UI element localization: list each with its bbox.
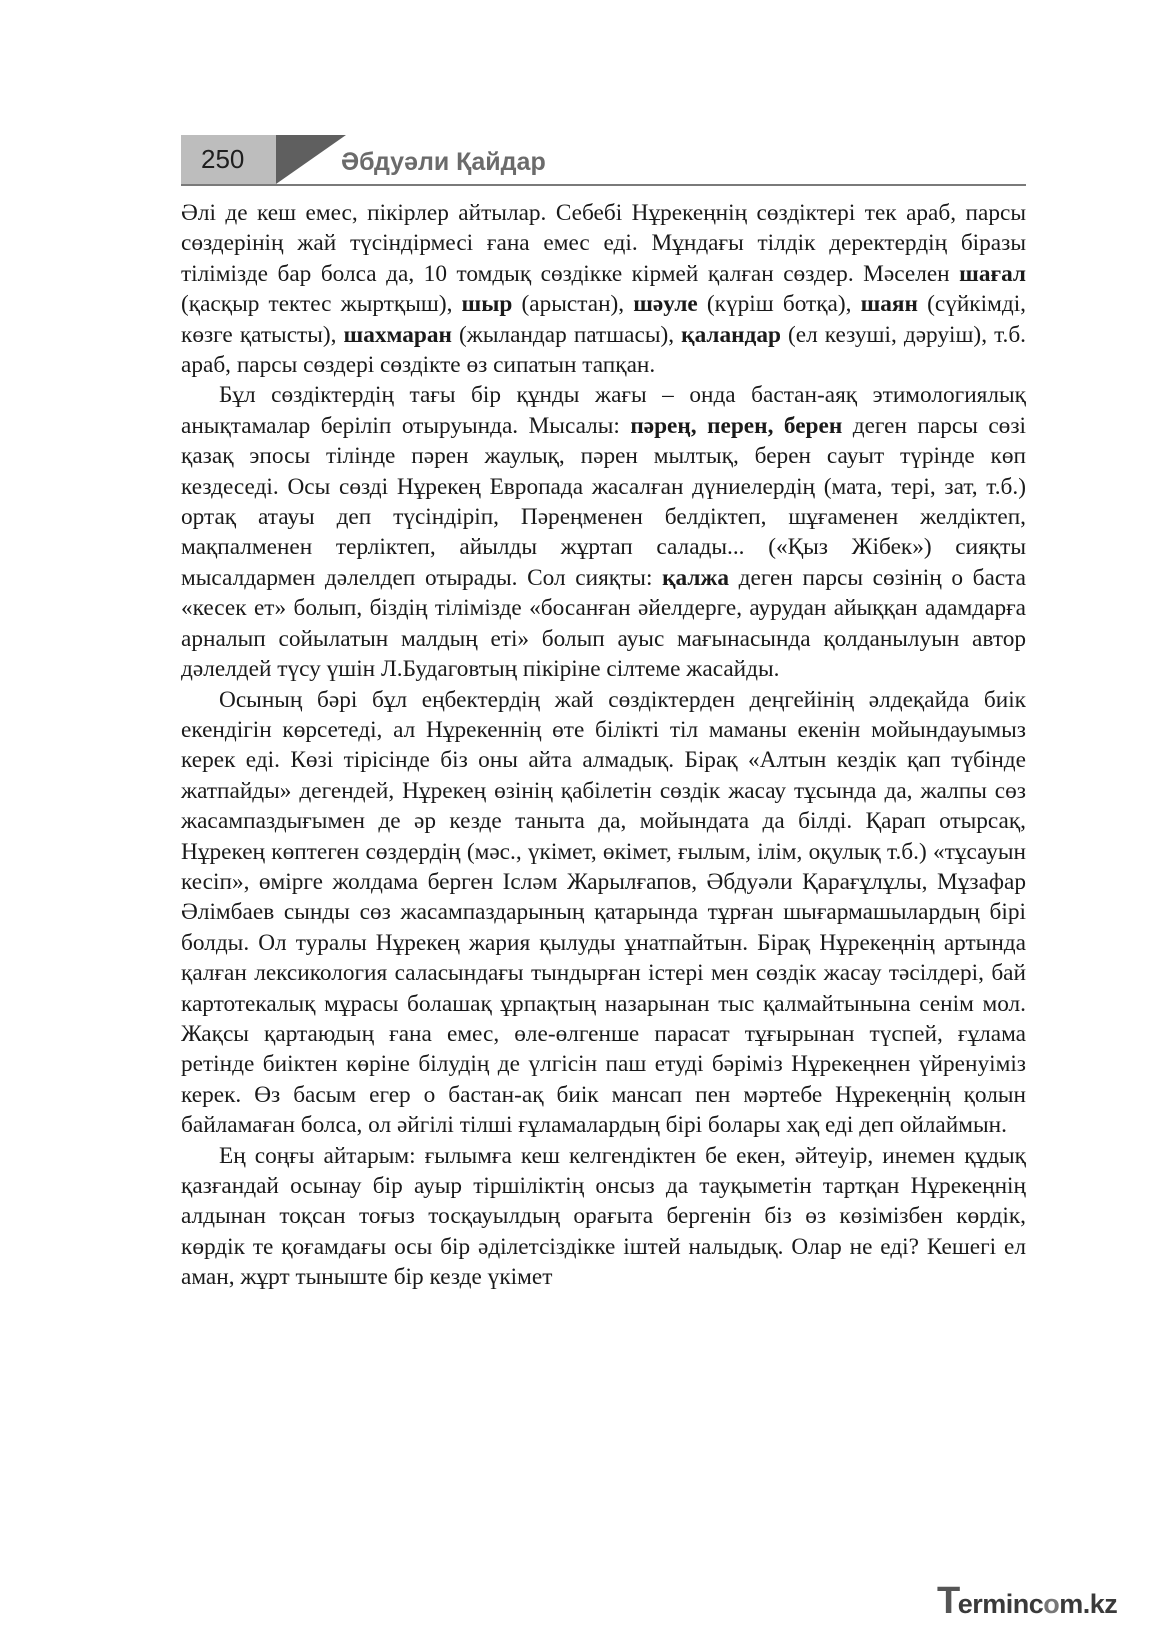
paragraph-text: Әлі де кеш емес, пікірлер айтылар. Себебі Нұрекеңнің сөздіктері тек араб, парсы сөздерінің жай түсіндірмесі ғана емес еді. Мұндағы тілдік деректердің біразы тілімізде бар болса да, 10 томдық сөздікке кірмей қалған сөздер. Мәселен	[181, 200, 1026, 287]
paragraph-text: Бұл сөздіктердің тағы бір құнды жағы – онда бастан-аяқ этимологиялық анықтамалар беріліп отыруында. Мысалы:	[181, 382, 1026, 439]
body-text	[181, 198, 1026, 1293]
site-watermark-logo	[937, 1580, 1137, 1630]
header-arrow-decoration	[276, 135, 346, 184]
paragraph	[181, 198, 1026, 380]
watermark-text-part2: m.kz	[1059, 1589, 1118, 1619]
paragraph-text: (күріш ботқа),	[697, 291, 861, 318]
page-number-tab	[181, 135, 276, 184]
paragraph-text: (ел кезуші, дәруіш), т.б. араб, парсы сөздері сөздікте өз сипатын тапқан.	[181, 321, 1027, 379]
bold-term: шағал	[959, 260, 1026, 287]
paragraph-text: деген парсы сөзінің о баста «кесек ет» болып, біздің тілімізде «босанған әйелдерге, аурудан айыққан адамдарға арналып сойылатын малдың еті» болып ауыс мағынасында қолданылуын автор дәлелдей түсу үшін Л.Будаговтың пікіріне сілтеме жасайды.	[181, 564, 1026, 683]
running-title: Әбдуәли Қайдар	[341, 148, 546, 176]
page-header	[181, 135, 1026, 187]
paragraph-text: Осының бәрі бұл еңбектердің жай сөздіктерден деңгейінің әлдеқайда биік екендігін көрсетеді, ал Нұрекеннің өте білікті тіл маманы екенін мойындауымыз керек еді. Көзі тірісінде біз оны айта алмадық. Бірақ «Алтын кездік қап түбінде жатпайды» дегендей, Нұрекең өзінің қабілетін сөздік жасау тұсында да, жалпы сөз жасампаздығымен де әр кезде таныта да, мойындата да білді. Қарап отырсақ, Нұрекең көптеген сөздердің (мәс., үкімет, өкімет, ғылым, ілім, оқулық т.б.) «тұсауын кесіп», өмірге жолдама берген Ісләм Жарылғапов, Әбдуәли Қарағұлұлы, Мұзафар Әлімбаев сынды сөз жасампаздарының қатарында тұрған шығармашылардың бірі болды. Ол туралы Нұрекең жария қылуды ұнатпайтын. Бірақ Нұрекеңнің артында қалған лексикология саласындағы тындырған істері мен сөздік жасау тәсілдері, бай картотекалық мұрасы болашақ ұрпақтың назарынан тыс қалмайтынына сенім мол. Жақсы қартаюдың ғана емес, өле-өлгенше парасат тұғырынан түспей, ғұлама ретінде биіктен көріне білудің де үлгісін паш етуді бәріміз Нұрекеңнен үйренуіміз керек. Өз басым егер о бастан-ақ биік мансап пен мәртебе Нұрекеңнің қолын байламаған болса, ол әйгілі тілші ғұламалардың бірі болары хақ еді деп ойлаймын.	[181, 686, 1026, 1139]
paragraph-text: Ең соңғы айтарым: ғылымға кеш келгендіктен бе екен, әйтеуір, инемен құдық қазғандай осынау бір ауыр тіршіліктің онсыз да тауқыметін тартқан Нұрекеңнің алдынан тоқсан тоғыз тосқауылдың орағыта бергенін біз өз көзімізбен көрдік, көрдік те қоғамдағы осы бір әділетсіздікке іштей налыдық. Олар не еді? Кешегі ел аман, жұрт тыныште бір кезде үкімет	[181, 1142, 1026, 1291]
header-rule	[181, 184, 1026, 186]
bold-term: шәуле	[633, 291, 698, 318]
bold-term: шахмаран	[343, 321, 452, 348]
paragraph-text: (қасқыр тектес жыртқыш),	[181, 291, 462, 318]
paragraph	[181, 380, 1026, 684]
bold-term: қаландар	[681, 321, 781, 348]
watermark-text-part1: erminc	[957, 1589, 1044, 1619]
watermark-o-letter: o	[1043, 1589, 1060, 1619]
paragraph-text: (сүйкімді, көзге қатысты),	[181, 291, 1026, 348]
bold-term: қалжа	[662, 564, 729, 591]
bold-term: шаян	[860, 291, 918, 318]
paragraph-text: деген парсы сөзі қазақ эпосы тілінде пәрен жаулық, пәрен мылтық, берен сауыт түрінде көп кездеседі. Осы сөзді Нұрекең Европада жасалған дүниелердің (мата, тері, зат, т.б.) ортақ атауы деп түсіндіріп, Пәреңменен белдіктеп, шұғаменен желдіктеп, мақпалменен терліктеп, айылды жұртап салады... («Қыз Жібек») сияқты мысалдармен дәлелдеп отырады. Сол сияқты:	[181, 412, 1026, 591]
paragraph	[181, 1141, 1026, 1293]
bold-term: шыр	[461, 291, 513, 318]
bold-term: пәрең, перен, берен	[630, 412, 843, 439]
watermark-t-letter: T	[937, 1580, 960, 1622]
paragraph-text: (жыландар патшасы),	[451, 321, 682, 348]
paragraph-text: (арыстан),	[512, 291, 634, 318]
page-number: 250	[201, 144, 245, 174]
paragraph	[181, 685, 1026, 1141]
